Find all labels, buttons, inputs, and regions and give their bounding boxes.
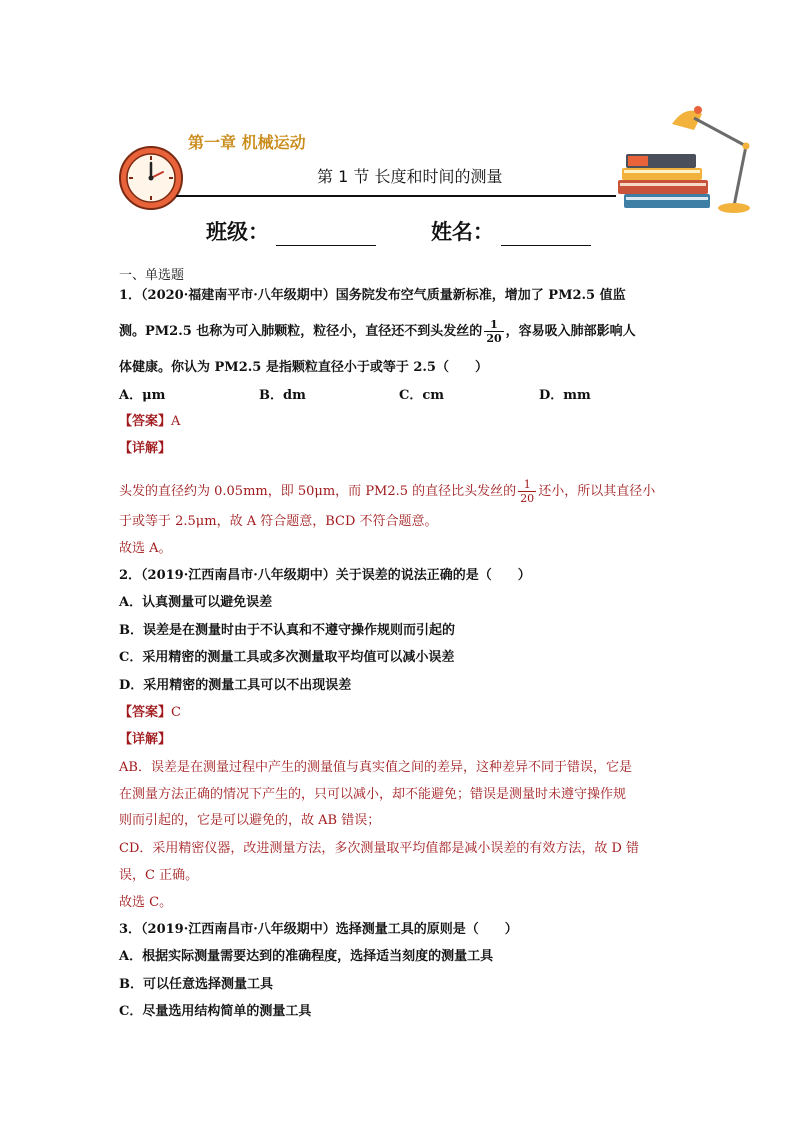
q1-option-c[interactable]: C．cm [399,388,445,403]
section-title: 第 1 节 长度和时间的测量 [317,167,503,186]
q1-detail-line2: 于或等于 2.5μm，故 A 符合题意，BCD 不符合题意。 [119,514,438,529]
q3-option-c[interactable]: C．尽量选用结构简单的测量工具 [119,1004,312,1019]
q2-detail-label: 【详解】 [119,732,172,747]
q1-options [119,388,591,404]
q2-stem: 2．（2019·江西南昌市·八年级期中）关于误差的说法正确的是（ ） [119,568,531,583]
q1-stem-line2-a: 测。PM2.5 也称为可入肺颗粒，粒径小，直径还不到头发丝的 [119,324,483,339]
section-heading: 一、单选题 [119,268,185,283]
header-divider [176,195,616,197]
class-blank[interactable] [276,223,376,246]
q2-answer [119,705,181,721]
q2-conclusion: 故选 C。 [119,895,173,910]
q1-stem-line2-b: ，容易吸入肺部影响人 [505,324,636,339]
fraction-numerator: 1 [484,318,503,332]
fraction [484,318,503,345]
q3-stem: 3．（2019·江西南昌市·八年级期中）选择测量工具的原则是（ ） [119,922,518,937]
q2-option-c[interactable]: C．采用精密的测量工具或多次测量取平均值可以减小误差 [119,650,455,665]
q2-detail-line: 则而引起的，它是可以避免的，故 AB 错误； [119,813,381,828]
q2-detail-line: 误，C 正确。 [119,868,199,883]
answer-value: A [171,414,181,429]
q2-detail-line: AB．误差是在测量过程中产生的测量值与真实值之间的差异，这种差异不同于错误，它是 [119,760,632,775]
fraction-numerator: 1 [518,478,536,492]
q3-option-b[interactable]: B．可以任意选择测量工具 [119,977,273,992]
q1-option-a[interactable]: A．μm [119,388,166,403]
q2-option-d[interactable]: D．采用精密的测量工具可以不出现误差 [119,678,352,693]
q1-detail-label: 【详解】 [119,441,172,456]
answer-label: 【答案】 [119,414,172,429]
q2-option-b[interactable]: B．误差是在测量时由于不认真和不遵守操作规则而引起的 [119,623,455,638]
q2-detail-line: 在测量方法正确的情况下产生的，只可以减小，却不能避免；错误是测量时未遵守操作规 [119,787,627,802]
q2-detail-line: CD．采用精密仪器，改进测量方法，多次测量取平均值都是减小误差的有效方法，故 D 错 [119,841,640,856]
q3-option-a[interactable]: A．根据实际测量需要达到的准确程度，选择适当刻度的测量工具 [119,949,494,964]
fraction-denominator: 20 [520,492,535,505]
fraction-denominator: 20 [486,332,502,345]
q1-detail1-a: 头发的直径约为 0.05mm，即 50μm，而 PM2.5 的直径比头发丝的 [119,484,517,499]
class-label: 班级： [206,220,269,244]
fraction [518,478,536,505]
answer-value: C [171,705,181,720]
answer-label: 【答案】 [119,705,172,720]
q1-answer [119,414,180,430]
q1-conclusion: 故选 A。 [119,541,172,556]
q1-detail-line1 [119,478,655,505]
desk-lamp-icon [668,96,756,216]
q1-stem-line1: 1．（2020·福建南平市·八年级期中）国务院发布空气质量新标准，增加了 PM2.5 值监 [119,288,626,303]
q2-option-a[interactable]: A．认真测量可以避免误差 [119,595,273,610]
name-label: 姓名： [430,220,494,244]
q1-option-b[interactable]: B．dm [259,388,306,403]
class-name-row [206,216,591,246]
q1-option-d[interactable]: D．mm [539,388,591,403]
chapter-title: 第一章 机械运动 [188,133,306,152]
name-blank[interactable] [501,223,591,246]
q1-detail1-b: 还小，所以其直径小 [538,484,656,499]
q1-stem-line2 [119,318,636,345]
q1-stem-line3: 体健康。你认为 PM2.5 是指颗粒直径小于或等于 2.5（ ） [119,360,488,375]
clock-icon [118,145,184,211]
